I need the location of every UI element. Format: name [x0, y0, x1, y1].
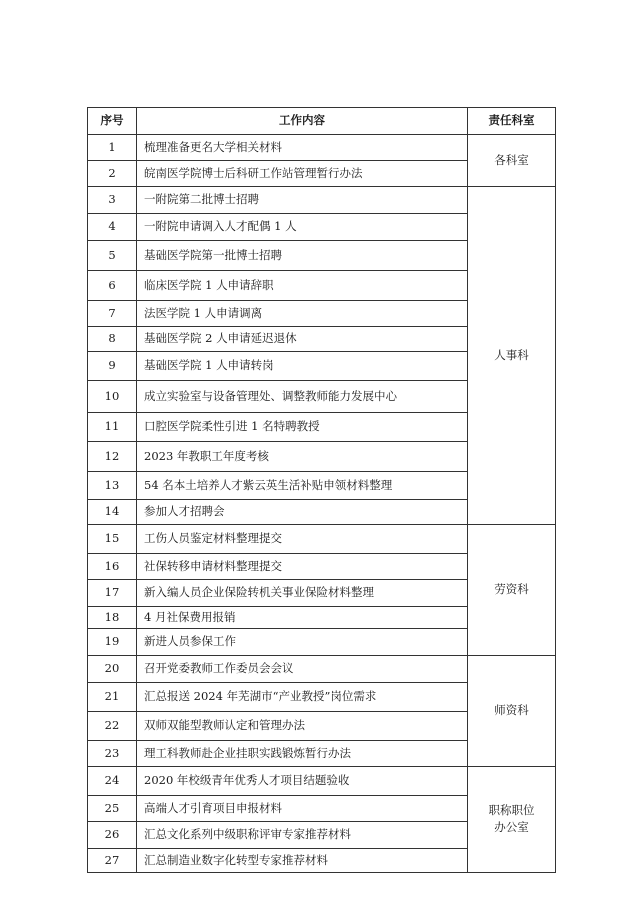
row-number: 27	[88, 849, 137, 873]
row-number: 4	[88, 214, 137, 241]
row-number: 1	[88, 135, 137, 161]
work-table	[87, 107, 556, 873]
row-number: 24	[88, 767, 137, 796]
table-row	[88, 525, 556, 554]
row-content: 召开党委教师工作委员会会议	[137, 656, 468, 683]
row-number: 3	[88, 187, 137, 214]
dept-label-line: 办公室	[494, 820, 529, 834]
dept-label-line: 职称职位	[488, 803, 535, 818]
row-number: 9	[88, 352, 137, 381]
row-content: 双师双能型教师认定和管理办法	[137, 712, 468, 741]
row-content: 理工科教师赴企业挂职实践锻炼暂行办法	[137, 741, 468, 767]
row-content: 一附院第二批博士招聘	[137, 187, 468, 214]
row-number: 12	[88, 442, 137, 472]
row-content: 54 名本土培养人才紫云英生活补贴申领材料整理	[137, 472, 468, 500]
row-content: 基础医学院 1 人申请转岗	[137, 352, 468, 381]
table-row	[88, 135, 556, 161]
table-body	[88, 135, 556, 873]
row-number: 16	[88, 554, 137, 580]
row-number: 21	[88, 683, 137, 712]
dept-label-line: 劳资科	[494, 582, 529, 597]
row-number: 2	[88, 161, 137, 187]
table-row	[88, 187, 556, 214]
dept-label-line: 师资科	[494, 703, 529, 718]
table-row	[88, 656, 556, 683]
header-row	[88, 108, 556, 135]
row-number: 13	[88, 472, 137, 500]
row-number: 23	[88, 741, 137, 767]
row-number: 7	[88, 301, 137, 327]
row-content: 成立实验室与设备管理处、调整教师能力发展中心	[137, 381, 468, 413]
responsible-dept	[468, 656, 556, 767]
responsible-dept	[468, 525, 556, 656]
row-content: 汇总文化系列中级职称评审专家推荐材料	[137, 822, 468, 849]
dept-label-line: 人事科	[494, 347, 529, 362]
responsible-dept	[468, 135, 556, 187]
row-content: 新入编人员企业保险转机关事业保险材料整理	[137, 580, 468, 607]
row-number: 19	[88, 629, 137, 656]
row-content: 汇总制造业数字化转型专家推荐材料	[137, 849, 468, 873]
row-number: 11	[88, 413, 137, 442]
row-number: 20	[88, 656, 137, 683]
row-content: 4 月社保费用报销	[137, 607, 468, 629]
responsible-dept	[468, 767, 556, 873]
responsible-dept	[468, 187, 556, 525]
table-header	[88, 108, 556, 135]
row-content: 法医学院 1 人申请调离	[137, 301, 468, 327]
row-number: 14	[88, 500, 137, 525]
row-content: 汇总报送 2024 年芜湖市“产业教授”岗位需求	[137, 683, 468, 712]
row-content: 一附院申请调入人才配偶 1 人	[137, 214, 468, 241]
dept-label-line: 各科室	[494, 152, 529, 167]
row-content: 2020 年校级青年优秀人才项目结题验收	[137, 767, 468, 796]
row-number: 15	[88, 525, 137, 554]
row-content: 基础医学院第一批博士招聘	[137, 241, 468, 271]
row-number: 26	[88, 822, 137, 849]
row-content: 临床医学院 1 人申请辞职	[137, 271, 468, 301]
row-number: 10	[88, 381, 137, 413]
row-content: 新进人员参保工作	[137, 629, 468, 656]
row-content: 2023 年教职工年度考核	[137, 442, 468, 472]
row-content: 工伤人员鉴定材料整理提交	[137, 525, 468, 554]
header-dept: 责任科室	[468, 108, 556, 135]
row-content: 皖南医学院博士后科研工作站管理暂行办法	[137, 161, 468, 187]
header-no: 序号	[88, 108, 137, 135]
row-number: 25	[88, 796, 137, 822]
row-number: 6	[88, 271, 137, 301]
row-number: 17	[88, 580, 137, 607]
row-number: 8	[88, 327, 137, 352]
row-number: 5	[88, 241, 137, 271]
row-content: 梳理准备更名大学相关材料	[137, 135, 468, 161]
row-number: 18	[88, 607, 137, 629]
row-content: 社保转移申请材料整理提交	[137, 554, 468, 580]
row-number: 22	[88, 712, 137, 741]
table-row	[88, 767, 556, 796]
row-content: 高端人才引育项目申报材料	[137, 796, 468, 822]
row-content: 基础医学院 2 人申请延迟退休	[137, 327, 468, 352]
row-content: 参加人才招聘会	[137, 500, 468, 525]
header-content: 工作内容	[137, 108, 468, 135]
row-content: 口腔医学院柔性引进 1 名特聘教授	[137, 413, 468, 442]
